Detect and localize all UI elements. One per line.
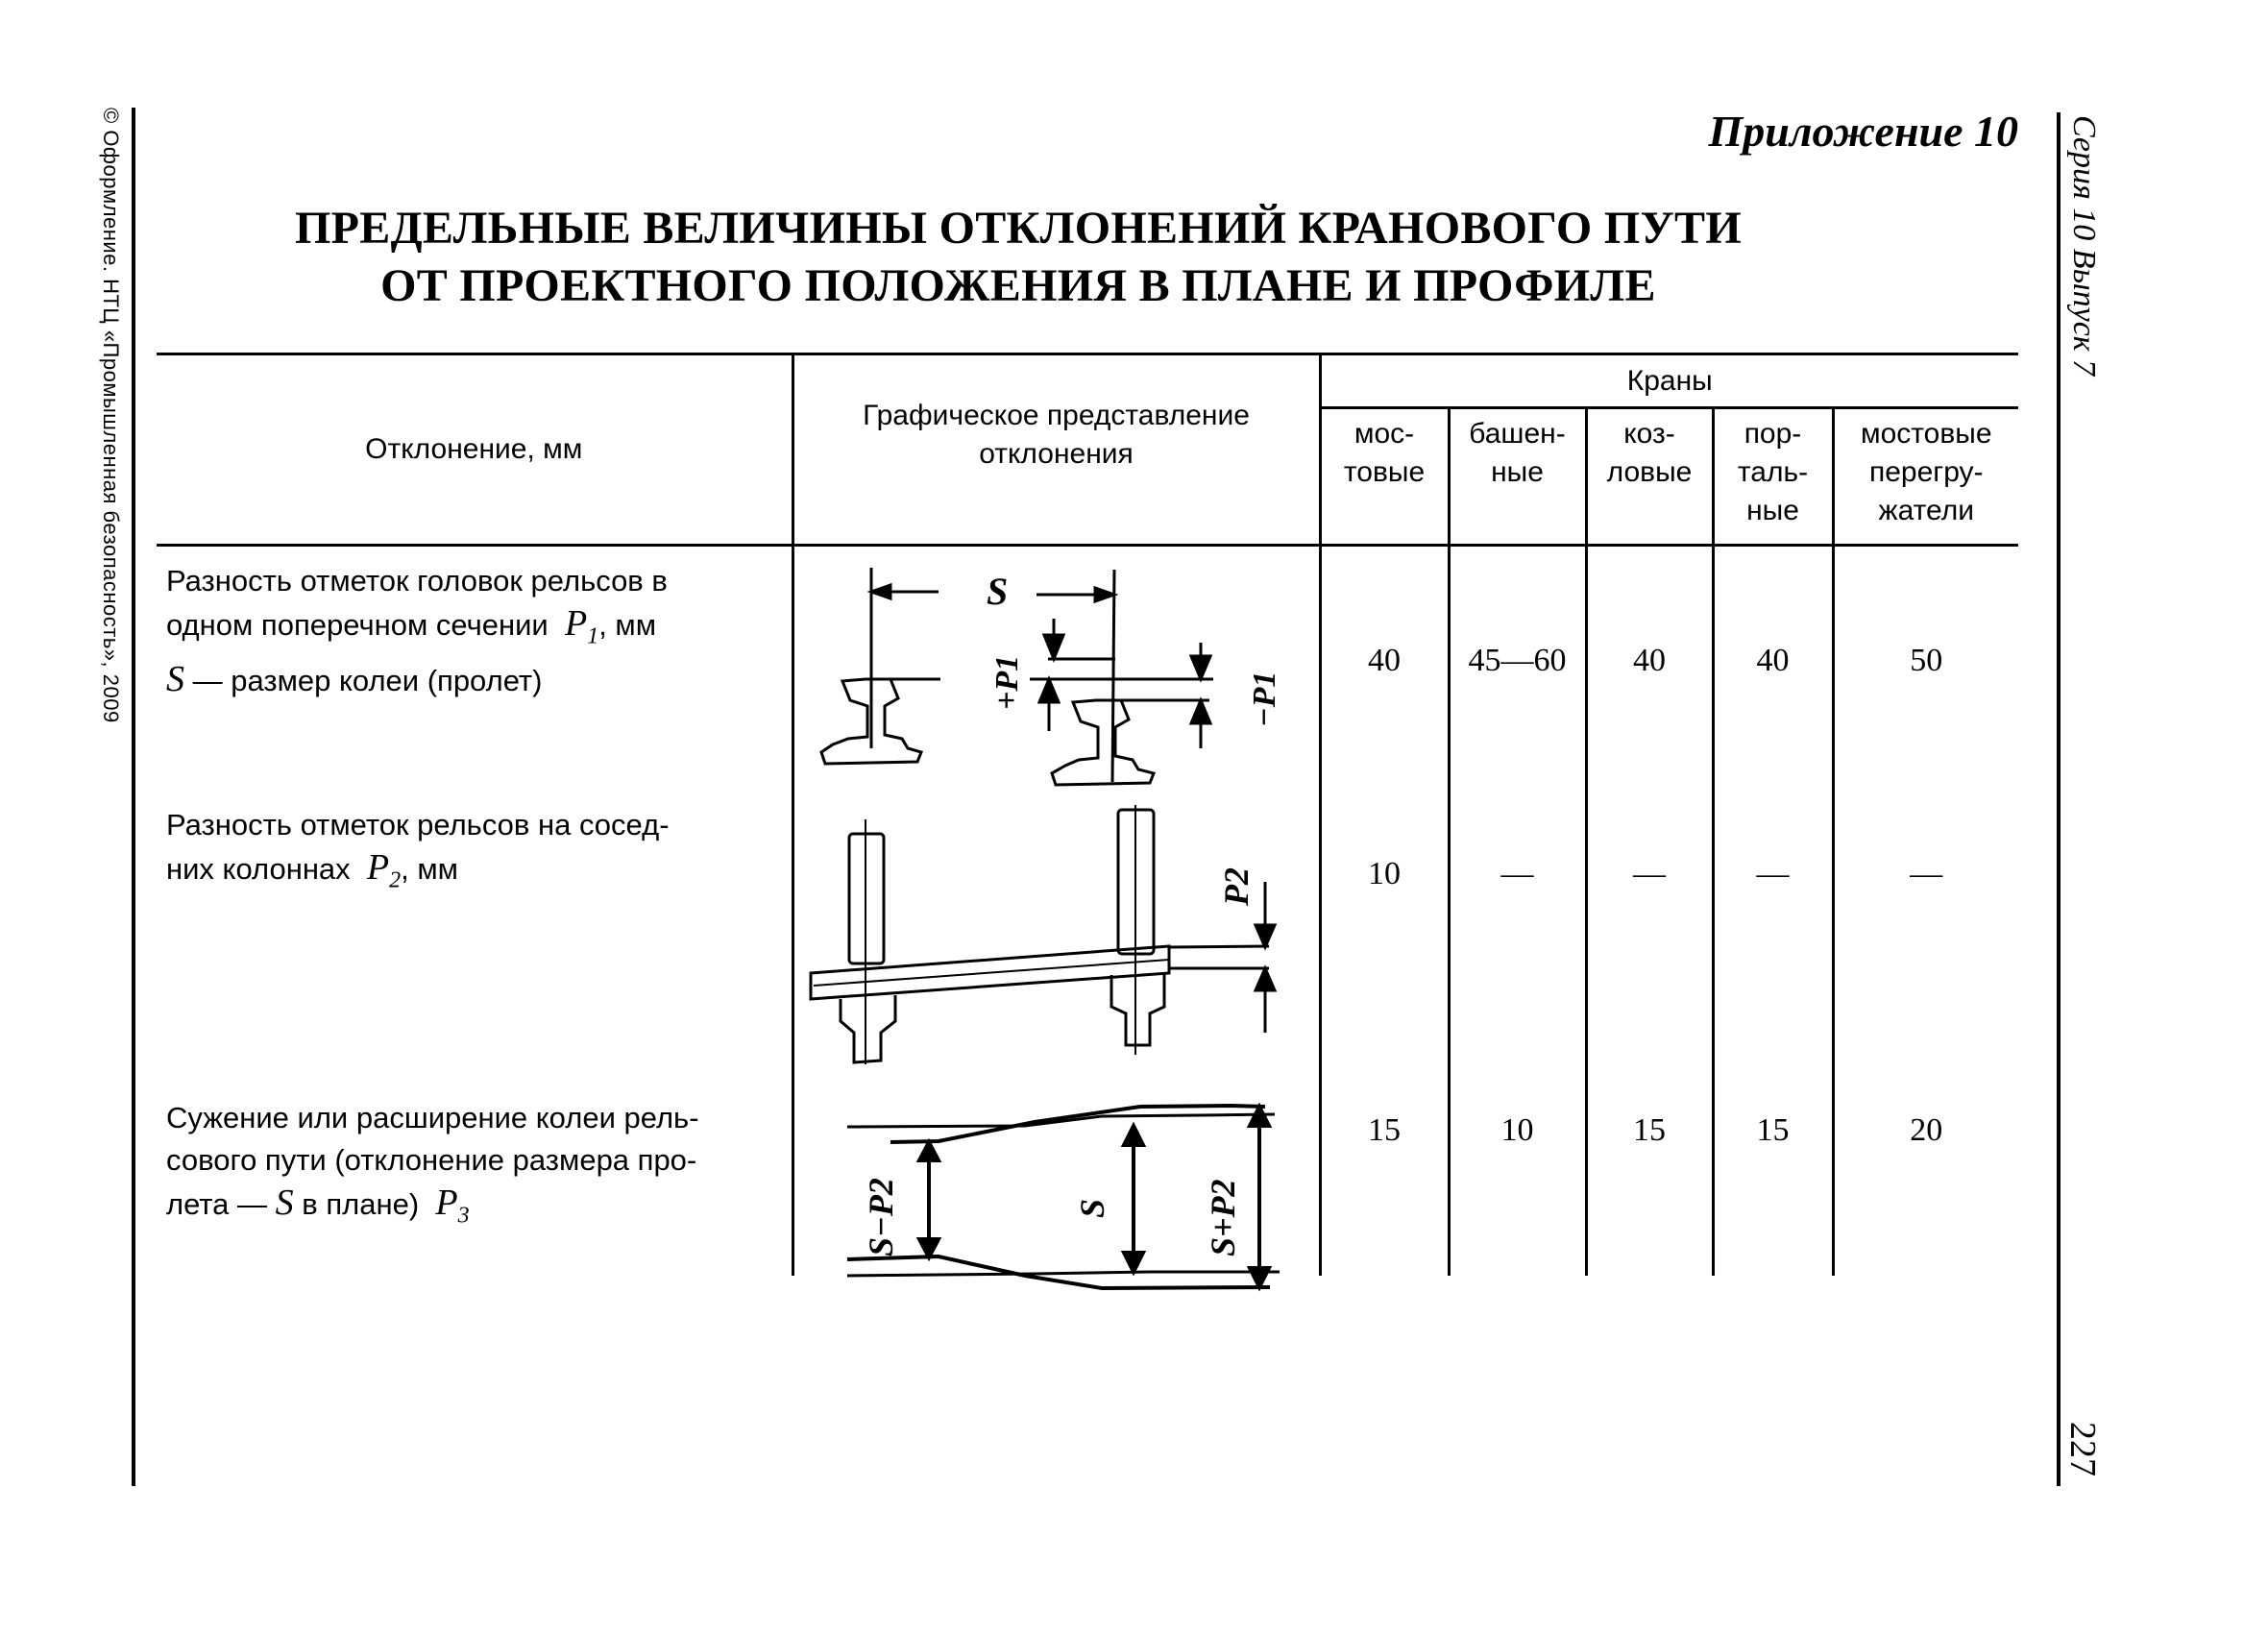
desc-text: в плане) — [302, 1186, 420, 1221]
appendix-label: Приложение 10 — [1708, 107, 2018, 156]
row-2-description — [157, 791, 793, 1084]
row-3-diagram-cell — [793, 1084, 1320, 1276]
header-graphic-line-2: отклонения — [979, 438, 1134, 470]
symbol-subscript: 2 — [389, 867, 402, 893]
desc-text: них колоннах — [166, 851, 351, 886]
desc-line — [166, 602, 782, 658]
series-text: Серия 10 Выпуск 7 — [2066, 115, 2102, 377]
value-text: 45—60 — [1468, 643, 1567, 678]
header-graphic — [793, 354, 1320, 546]
header-text: ные — [1491, 456, 1544, 488]
table-row — [157, 791, 2018, 1084]
series-label — [2065, 115, 2104, 403]
value-text: 15 — [1633, 1111, 1666, 1148]
value-cell — [1449, 546, 1586, 791]
value-cell — [1833, 1084, 2018, 1276]
deviation-table — [157, 353, 2018, 1276]
label-s-minus-p2: S−P2 — [861, 1177, 900, 1256]
row-3-description — [157, 1084, 793, 1276]
arrow-up-icon — [1124, 1126, 1143, 1145]
desc-text: — размер колеи (пролет) — [184, 663, 543, 697]
right-column-base — [1111, 973, 1164, 1045]
header-text: таль- — [1737, 456, 1809, 488]
value-text: 40 — [1756, 643, 1790, 678]
value-cell — [1713, 1084, 1833, 1276]
symbol-subscript: 1 — [587, 623, 599, 649]
symbol-text: P — [435, 1182, 458, 1223]
header-cranes-text: Краны — [1626, 364, 1713, 397]
label-s: S — [986, 570, 1008, 613]
symbol-p3 — [435, 1182, 470, 1229]
header-text: башен- — [1469, 418, 1566, 450]
label-minus-p1: −P1 — [1246, 671, 1282, 727]
desc-line — [166, 1182, 782, 1237]
page-title — [154, 200, 1883, 315]
arrow-up-icon — [919, 1142, 939, 1160]
rail-height-difference-diagram — [794, 547, 1319, 792]
symbol-p2 — [366, 846, 402, 893]
value-cell — [1320, 791, 1449, 1084]
label-s: S — [1072, 1198, 1111, 1218]
row-1-diagram-cell — [793, 546, 1320, 791]
value-text: — — [1756, 855, 1790, 891]
desc-line: Разность отметок рельсов на сосед- — [166, 807, 670, 841]
value-cell — [1713, 791, 1833, 1084]
header-crane-portal — [1713, 408, 1833, 546]
arrow-up-icon — [1250, 1107, 1269, 1126]
actual-rail-top — [890, 1106, 1265, 1142]
desc-line: Разность отметок головок рельсов в — [166, 564, 668, 598]
label-p2: P2 — [1216, 866, 1256, 906]
page-number — [2062, 1422, 2104, 1489]
header-text: перегру- — [1868, 456, 1984, 488]
desc-text: , мм — [598, 608, 657, 642]
symbol-subscript: 3 — [457, 1203, 470, 1229]
right-margin-rule — [2057, 112, 2061, 1486]
copyright-text: © Оформление. НТЦ «Промышленная безопасность», 2009 — [99, 108, 123, 723]
value-cell — [1320, 1084, 1449, 1276]
header-deviation-text: Отклонение, мм — [365, 433, 583, 465]
value-text: 15 — [1756, 1111, 1790, 1148]
arrow-right-icon — [1095, 588, 1114, 601]
table-row — [157, 1084, 2018, 1276]
left-column-base — [841, 995, 895, 1062]
header-crane-tower — [1449, 408, 1586, 546]
row-2-diagram-cell — [793, 791, 1320, 1084]
arrow-down-icon — [1191, 656, 1210, 679]
value-cell — [1586, 791, 1713, 1084]
arrow-left-icon — [871, 585, 890, 598]
value-cell — [1713, 546, 1833, 791]
p2-top-line — [1169, 946, 1269, 947]
desc-text: лета — — [166, 1186, 268, 1221]
page-number-text: 227 — [2062, 1422, 2103, 1476]
desc-text: одном поперечном сечении — [166, 608, 549, 642]
value-text: 40 — [1633, 643, 1666, 678]
row-1-description — [157, 546, 793, 791]
header-text: мостовые — [1860, 418, 1992, 450]
desc-line: Сужение или расширение колеи рель- — [166, 1100, 699, 1134]
header-crane-bridge — [1320, 408, 1449, 546]
header-text: пор- — [1744, 418, 1802, 450]
header-crane-gantry — [1586, 408, 1713, 546]
header-deviation — [157, 354, 793, 546]
design-rail-top — [847, 1114, 1275, 1127]
value-cell — [1449, 1084, 1586, 1276]
left-margin-rule — [132, 108, 135, 1486]
header-text: коз- — [1623, 418, 1675, 450]
value-text: — — [1633, 855, 1666, 891]
value-text: 20 — [1910, 1111, 1943, 1148]
value-text: 50 — [1910, 643, 1943, 678]
value-cell — [1833, 791, 2018, 1084]
value-text: 10 — [1500, 1111, 1534, 1148]
title-line-2: ОТ ПРОЕКТНОГО ПОЛОЖЕНИЯ В ПЛАНЕ И ПРОФИЛЕ — [380, 260, 1656, 311]
value-cell — [1320, 546, 1449, 791]
value-cell — [1833, 546, 2018, 791]
title-line-1: ПРЕДЕЛЬНЫЕ ВЕЛИЧИНЫ ОТКЛОНЕНИЙ КРАНОВОГО ПУТИ — [295, 203, 1742, 254]
arrow-down-icon — [1256, 925, 1275, 947]
label-plus-p1: +P1 — [988, 654, 1025, 710]
arrow-up-icon — [1256, 968, 1275, 990]
table-row — [157, 546, 2018, 791]
header-text: ные — [1746, 495, 1799, 526]
value-text: 40 — [1368, 643, 1401, 678]
symbol-text: P — [366, 846, 390, 888]
value-cell — [1586, 1084, 1713, 1276]
column-rail-slope-diagram — [794, 791, 1319, 1084]
copyright-notice — [99, 108, 123, 799]
symbol-text: P — [564, 603, 588, 644]
value-text: — — [1500, 855, 1534, 891]
arrow-down-icon — [1250, 1268, 1269, 1287]
arrow-down-icon — [1044, 635, 1063, 659]
header-crane-transshipper — [1833, 408, 2018, 546]
header-text: товые — [1343, 456, 1426, 488]
arrow-down-icon — [1124, 1253, 1143, 1272]
design-rail-bottom — [847, 1272, 1280, 1276]
symbol-p1 — [564, 603, 599, 649]
arrow-up-icon — [1191, 700, 1210, 723]
value-cell — [1449, 791, 1586, 1084]
value-text: — — [1910, 855, 1943, 891]
label-s-plus-p2: S+P2 — [1203, 1178, 1242, 1256]
value-text: 15 — [1368, 1111, 1401, 1148]
header-text: мос- — [1353, 418, 1415, 450]
symbol-s: S — [166, 658, 184, 699]
desc-text: , мм — [401, 851, 458, 886]
header-cranes-group — [1320, 354, 2018, 408]
arrow-up-icon — [1039, 679, 1059, 702]
header-text: жатели — [1878, 495, 1974, 526]
value-cell — [1586, 546, 1713, 791]
header-text: ловые — [1606, 456, 1693, 488]
header-graphic-line-1: Графическое представление — [863, 400, 1250, 431]
symbol-s: S — [275, 1182, 294, 1223]
right-rail-profile — [1052, 700, 1154, 785]
value-text: 10 — [1368, 855, 1401, 891]
desc-line: сового пути (отклонение размера про- — [166, 1142, 697, 1177]
desc-line — [166, 846, 782, 902]
desc-line — [166, 658, 782, 702]
gauge-narrowing-widening-diagram — [794, 1084, 1319, 1353]
